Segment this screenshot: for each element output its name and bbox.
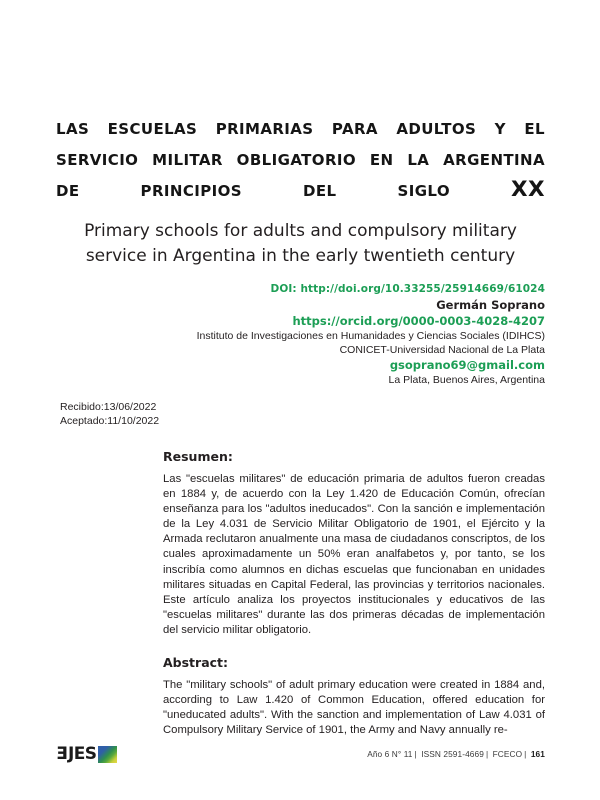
doi-link[interactable]: DOI: http://doi.org/10.33255/25914669/61024 xyxy=(270,283,545,295)
resumen-body: Las "escuelas militares" de educación primaria de adultos fueron creadas en 1884 y, de acuerdo con la Ley 1.420 de Educación Común, ofrecían enseñanza para los "adultos ineducados". Con la sanción e implementación de la Ley 4.031 de Servicio Militar Obligatorio de 1901, el Ejército y la Armada reclutaron anualmente una masa de ciudadanos conscriptos, de los cuales aproximadamente un 50% eran analfabetos y, por tanto, se los inscribía como alumnos en dichas escuelas que funcionaban en unidades militares situadas en Capital Federal, las provincias y territorios nacionales. Este artículo analiza los proyectos institucionales y educativos de las "escuelas militares" durante las dos primeras décadas de implementación del servicio militar obligatorio. xyxy=(163,473,545,636)
footer-faculty: FCECO xyxy=(492,749,523,759)
title-line-3: argentina de principios del siglo xyxy=(56,146,545,202)
author-city: La Plata, Buenos Aires, Argentina xyxy=(388,374,545,386)
author-email-link[interactable]: gsoprano69@gmail.com xyxy=(389,358,545,372)
author-affiliation-line-2: CONICET-Universidad Nacional de La Plata xyxy=(339,344,545,356)
author-affiliation-line-1: Instituto de Investigaciones en Humanidades y Ciencias Sociales (IDIHCS) xyxy=(196,330,545,342)
footer-separator-2: | xyxy=(485,749,489,759)
footer-issn: ISSN 2591-4669 xyxy=(421,749,484,759)
footer-year-issue: Año 6 N° 11 xyxy=(367,749,413,759)
abstract-body: The "military schools" of adult primary education were created in 1884 and, according to Law 1.420 of Common Education, offered education for "uneducated adults". With the sanction and implementation of Law 4.031 of Compulsory Military Service of 1901, the Army and Navy annually re- xyxy=(163,679,545,737)
abstract-heading: Abstract: xyxy=(163,655,229,671)
author-name: Germán Soprano xyxy=(436,298,545,312)
date-received: Recibido:13/06/2022 xyxy=(60,401,157,413)
title-line-3-caps: XX xyxy=(511,177,545,202)
footer-separator-3: | xyxy=(524,749,527,759)
footer-page-number: 161 xyxy=(530,749,545,759)
ejes-logo-text xyxy=(57,746,96,763)
title-line-2: el servicio militar obligatorio en la xyxy=(56,115,545,171)
submission-dates xyxy=(60,400,159,428)
page-subtitle xyxy=(56,205,545,269)
author-orcid-link[interactable]: https://orcid.org/0000-0003-4028-4207 xyxy=(292,314,545,328)
title-line-1: las escuelas primarias para adultos y xyxy=(56,115,506,140)
author-block xyxy=(75,298,545,387)
abstract-column xyxy=(163,449,545,738)
ejes-logo-gradient-square xyxy=(98,746,117,763)
subtitle-line-1: Primary schools for adults and compulsory military xyxy=(84,221,517,241)
subtitle-line-2: service in Argentina in the early twentieth century xyxy=(85,246,516,266)
resumen-heading: Resumen: xyxy=(163,449,233,464)
ejes-logo-flipped-e: E xyxy=(57,744,69,764)
date-accepted: Aceptado:11/10/2022 xyxy=(60,415,160,427)
page-title xyxy=(56,112,545,205)
ejes-logo-rest: JES xyxy=(68,744,97,764)
abstract-spacer xyxy=(163,638,545,655)
ejes-logo[interactable] xyxy=(57,746,117,763)
footer-separator-1: | xyxy=(414,749,417,759)
page-footer xyxy=(0,744,600,774)
footer-metadata xyxy=(367,749,545,760)
title-block xyxy=(56,112,545,295)
